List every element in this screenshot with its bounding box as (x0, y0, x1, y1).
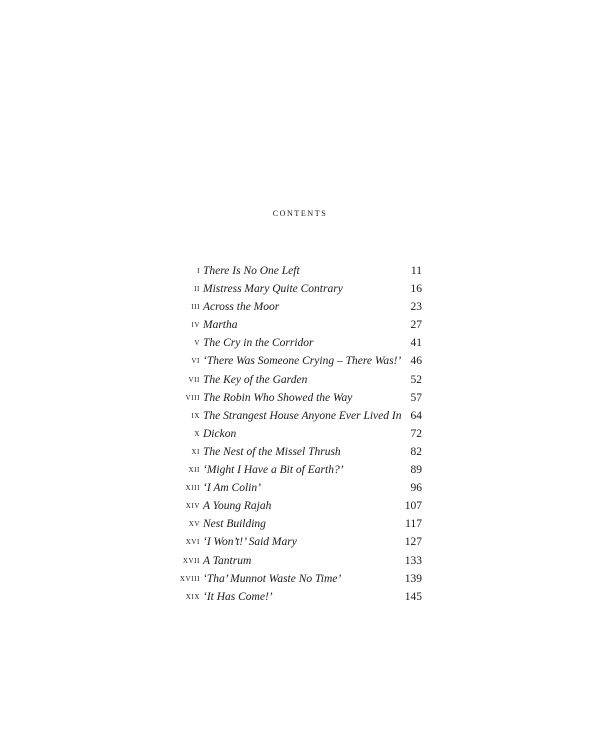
chapter-number: xi (191, 446, 200, 457)
page-number: 52 (410, 373, 422, 386)
page-number: 27 (410, 319, 422, 332)
page-number: 23 (410, 301, 422, 314)
chapter-number: iv (191, 320, 200, 331)
chapter-title: ‘It Has Come!’ (203, 590, 273, 603)
chapter-number: xvi (185, 537, 200, 548)
toc-entry (160, 497, 422, 515)
page-number: 41 (410, 337, 422, 350)
chapter-number: xiii (185, 483, 200, 494)
chapter-title: ‘There Was Someone Crying – There Was!’ (203, 355, 402, 368)
page-number: 16 (410, 283, 422, 296)
toc-entry (160, 552, 422, 570)
chapter-number: xv (188, 519, 200, 530)
page-number: 107 (404, 500, 422, 513)
chapter-title: The Key of the Garden (203, 373, 308, 386)
chapter-title: ‘I Won’t!’ Said Mary (203, 536, 297, 549)
chapter-number: xiv (185, 501, 200, 512)
chapter-title: There Is No One Left (203, 265, 300, 277)
chapter-number: xvii (182, 555, 200, 566)
chapter-number: xii (188, 465, 200, 476)
chapter-title: A Young Rajah (203, 500, 272, 513)
toc-entry (160, 298, 422, 316)
chapter-title: Martha (203, 319, 238, 332)
page-number: 11 (410, 265, 422, 277)
chapter-number: viii (185, 392, 200, 403)
chapter-title: Mistress Mary Quite Contrary (203, 283, 343, 296)
chapter-title: The Nest of the Missel Thrush (203, 445, 341, 458)
table-of-contents (160, 262, 422, 606)
chapter-title: ‘Might I Have a Bit of Earth?’ (203, 464, 344, 477)
chapter-number: xviii (179, 573, 200, 584)
toc-entry (160, 443, 422, 461)
chapter-title: ‘I Am Colin’ (203, 482, 261, 495)
chapter-number: vi (191, 356, 200, 367)
toc-entry (160, 533, 422, 551)
chapter-number: v (194, 338, 200, 349)
chapter-title: Across the Moor (203, 301, 280, 314)
toc-entry (160, 425, 422, 443)
toc-entry (160, 588, 422, 606)
page-number: 117 (405, 518, 422, 531)
toc-entry (160, 479, 422, 497)
chapter-title: The Robin Who Showed the Way (203, 391, 353, 404)
page-number: 89 (410, 464, 422, 477)
chapter-number: xix (185, 591, 200, 602)
page-number: 72 (410, 427, 422, 440)
toc-entry (160, 515, 422, 533)
chapter-title: A Tantrum (203, 554, 252, 567)
chapter-title: The Cry in the Corridor (203, 337, 314, 350)
chapter-number: vii (188, 374, 200, 385)
page-number: 133 (404, 554, 422, 567)
chapter-title: ‘Tha’ Munnot Waste No Time’ (203, 572, 342, 585)
chapter-title: The Strangest House Anyone Ever Lived In (203, 409, 402, 422)
toc-entry (160, 371, 422, 389)
toc-entry (160, 334, 422, 352)
toc-entry (160, 280, 422, 298)
toc-entry (160, 570, 422, 588)
toc-entry (160, 316, 422, 334)
chapter-number: x (194, 428, 200, 439)
page-number: 57 (410, 391, 422, 404)
chapter-number: i (197, 266, 200, 276)
toc-entry (160, 461, 422, 479)
toc-entry (160, 352, 422, 370)
toc-entry (160, 407, 422, 425)
page-number: 145 (404, 590, 422, 603)
toc-entry (160, 262, 422, 280)
chapter-number: ix (191, 410, 200, 421)
page-number: 139 (404, 572, 422, 585)
page-number: 46 (410, 355, 422, 368)
toc-entry (160, 389, 422, 407)
page-number: 64 (410, 409, 422, 422)
page-number: 96 (410, 482, 422, 495)
chapter-title: Dickon (203, 427, 237, 440)
page-number: 82 (410, 445, 422, 458)
chapter-number: iii (191, 302, 200, 313)
page-number: 127 (404, 536, 422, 549)
chapter-number: ii (194, 284, 200, 295)
contents-heading: contents (272, 207, 328, 219)
chapter-title: Nest Building (203, 518, 266, 531)
